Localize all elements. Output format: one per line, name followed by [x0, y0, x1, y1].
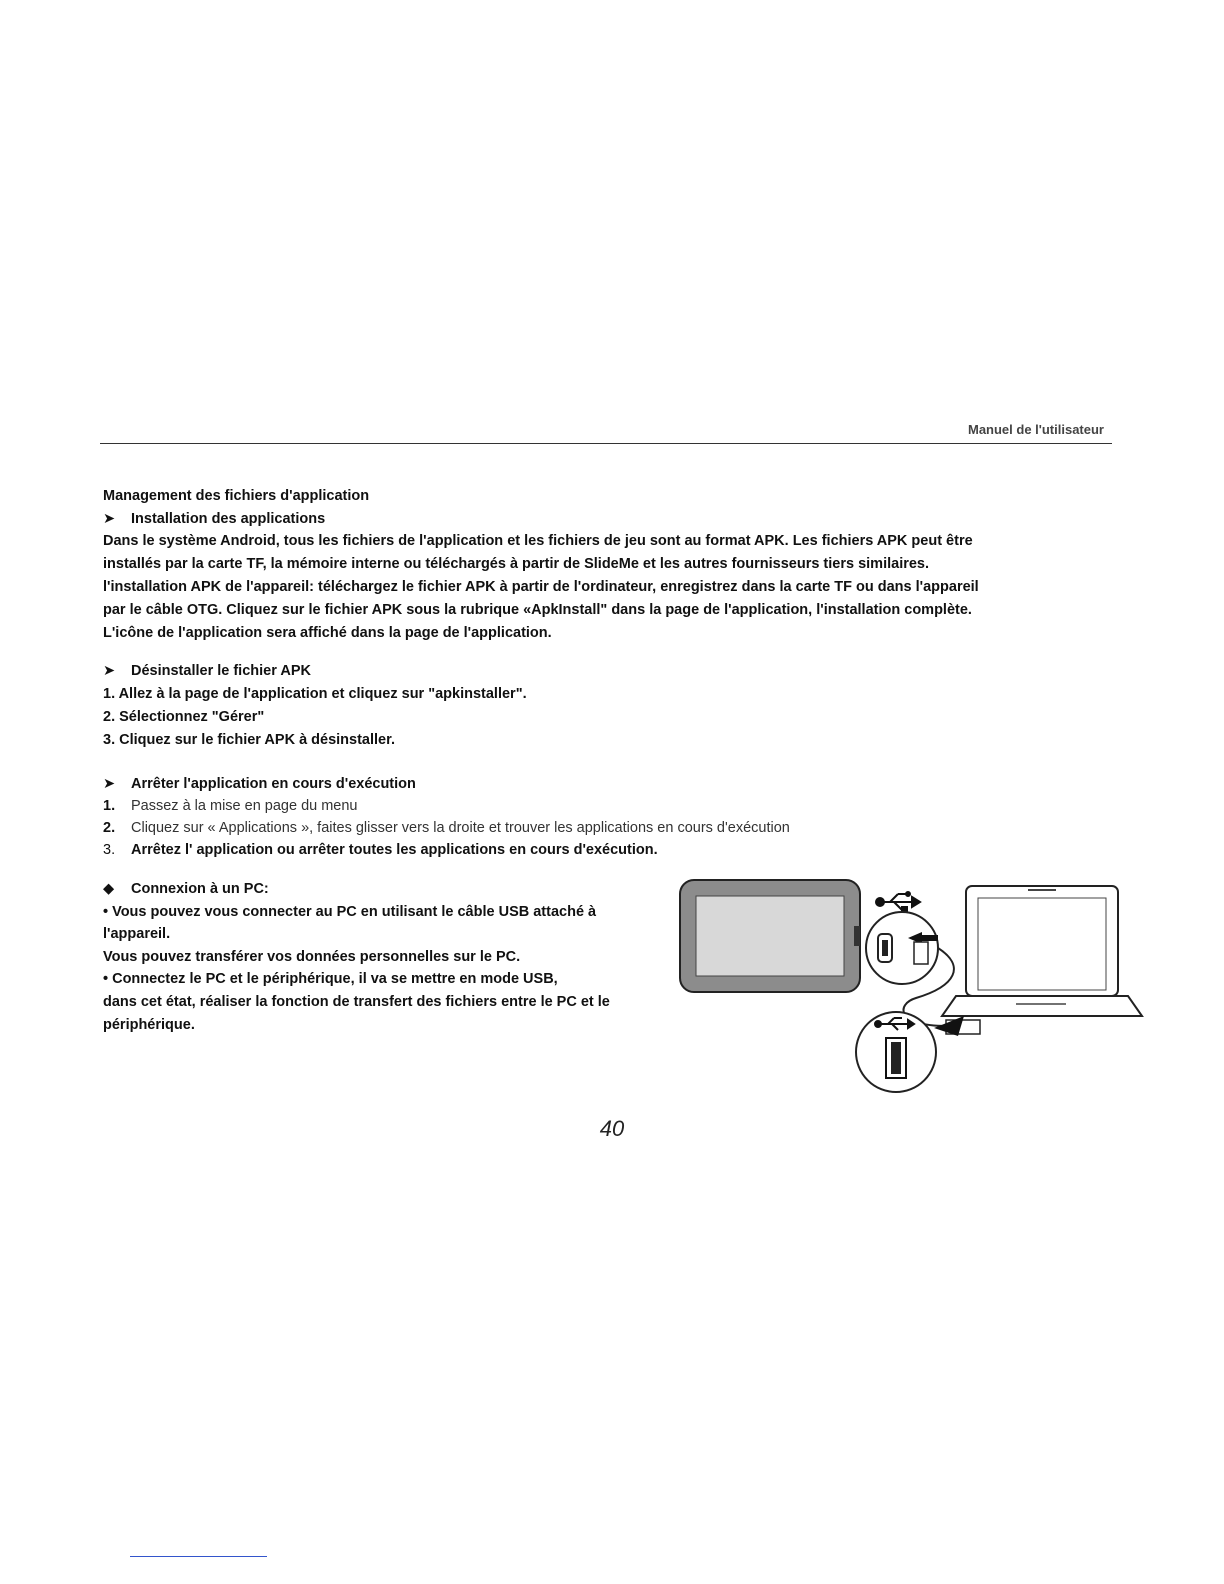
- page-header-title: Manuel de l'utilisateur: [967, 422, 1104, 437]
- paragraph-line: périphérique.: [103, 1017, 195, 1033]
- step-line: 1. Allez à la page de l'application et cliquez sur "apkinstaller".: [103, 686, 527, 702]
- arrow-bullet-icon: ➤: [103, 511, 116, 527]
- step-text: Cliquez sur « Applications », faites glisser vers la droite et trouver les applications en cours d'exécution: [131, 820, 790, 836]
- paragraph-line: • Connectez le PC et le périphérique, il va se mettre en mode USB,: [103, 971, 558, 987]
- diamond-bullet-icon: ◆: [103, 881, 115, 897]
- paragraph-line: Vous pouvez transférer vos données personnelles sur le PC.: [103, 949, 521, 965]
- section-title: Management des fichiers d'application: [103, 488, 370, 504]
- paragraph-line: l'installation APK de l'appareil: téléchargez le fichier APK à partir de l'ordinateur, enregistrez dans la carte TF ou dans l'appareil: [103, 579, 979, 595]
- subsection-heading-text: Installation des applications: [131, 511, 326, 527]
- step-text: Passez à la mise en page du menu: [131, 798, 358, 814]
- subsection-heading-stop-app: [103, 775, 416, 793]
- step-text: Arrêtez l' application ou arrêter toutes les applications en cours d'exécution.: [131, 842, 658, 858]
- connector-zoom-icon: [866, 912, 938, 984]
- laptop-icon: [942, 886, 1142, 1016]
- connection-illustration: [676, 876, 1146, 1101]
- footer-rule: [130, 1556, 267, 1557]
- step-number: 1.: [103, 798, 116, 814]
- arrow-bullet-icon: ➤: [103, 776, 116, 792]
- usb-icon: [876, 892, 920, 912]
- usb-port-icon: [856, 1012, 936, 1092]
- subsection-heading-text: Connexion à un PC:: [131, 881, 269, 897]
- step-number: 3.: [103, 842, 116, 858]
- step-line: [103, 797, 358, 815]
- tablet-icon: [680, 880, 860, 992]
- step-line: 3. Cliquez sur le fichier APK à désinstaller.: [103, 732, 395, 748]
- step-line: 2. Sélectionnez "Gérer": [103, 709, 265, 725]
- subsection-heading-installation: [103, 510, 325, 528]
- paragraph-line: L'icône de l'application sera affiché dans la page de l'application.: [103, 625, 552, 641]
- subsection-heading-text: Désinstaller le fichier APK: [131, 663, 311, 679]
- subsection-heading-uninstall: [103, 662, 311, 680]
- paragraph-line: dans cet état, réaliser la fonction de transfert des fichiers entre le PC et le: [103, 994, 610, 1010]
- page-number: 40: [599, 1116, 625, 1141]
- paragraph-line: l'appareil.: [103, 926, 171, 942]
- paragraph-line: installés par la carte TF, la mémoire interne ou téléchargés à partir de SlideMe et les autres fournisseurs tiers similaires.: [103, 556, 930, 572]
- paragraph-line: Dans le système Android, tous les fichiers de l'application et les fichiers de jeu sont au format APK. Les fichiers APK peut être: [103, 533, 973, 549]
- subsection-heading-connect-pc: [103, 880, 269, 898]
- paragraph-line: par le câble OTG. Cliquez sur le fichier APK sous la rubrique «ApkInstall" dans la page de l'application, l'installation complète.: [103, 602, 972, 618]
- step-line: [103, 841, 658, 859]
- arrow-bullet-icon: ➤: [103, 663, 116, 679]
- step-number: 2.: [103, 820, 116, 836]
- paragraph-line: • Vous pouvez vous connecter au PC en utilisant le câble USB attaché à: [103, 904, 597, 920]
- header-rule: [100, 443, 1112, 444]
- subsection-heading-text: Arrêter l'application en cours d'exécution: [131, 776, 416, 792]
- step-line: [103, 819, 790, 837]
